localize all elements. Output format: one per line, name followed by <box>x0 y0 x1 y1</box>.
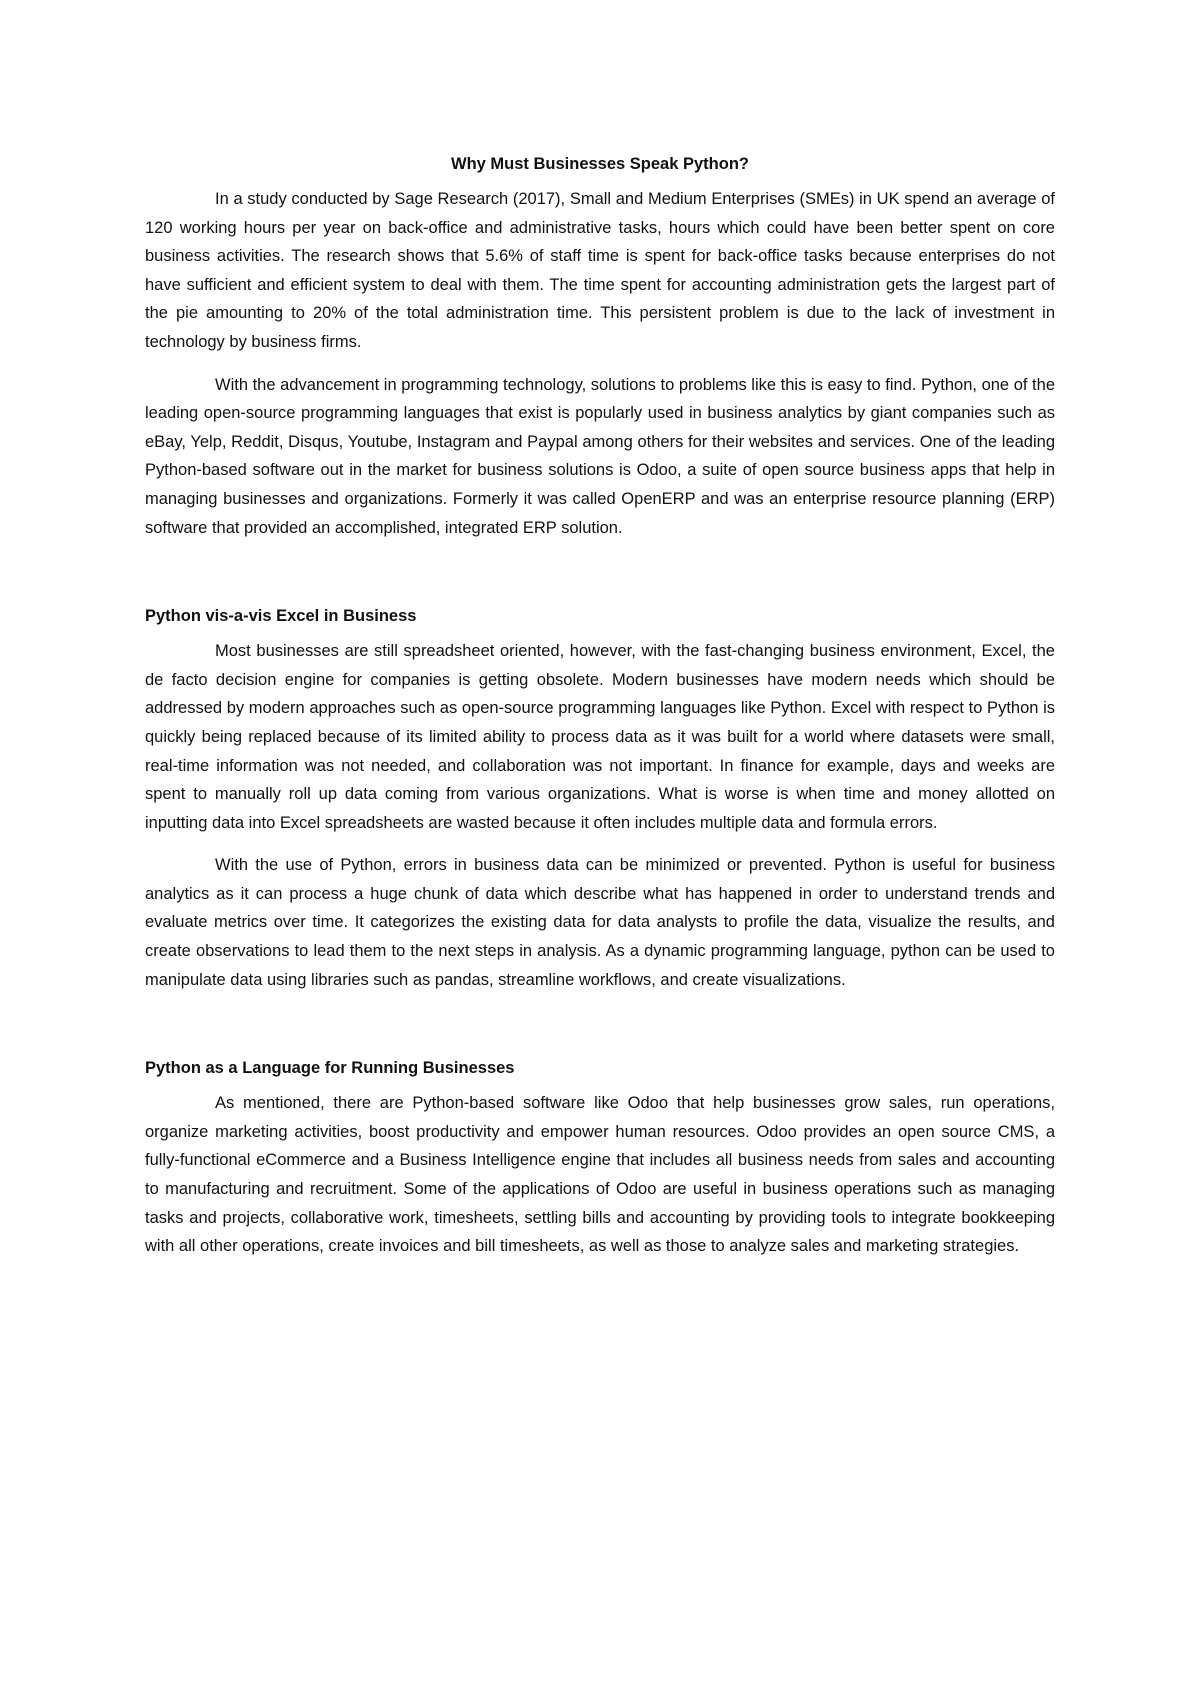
section-spacer <box>145 1008 1055 1054</box>
excel-paragraph-1: Most businesses are still spreadsheet oriented, however, with the fast-changing business environment, Excel, the de facto decision engine for companies is getting obsolete. Modern businesses have modern needs which should be addressed by modern approaches such as open-source programming languages like Python. Excel with respect to Python is quickly being replaced because of its limited ability to process data as it was built for a world where datasets were small, real-time information was not needed, and collaboration was not important. In finance for example, days and weeks are spent to manually roll up data coming from various organizations. What is worse is when time and money allotted on inputting data into Excel spreadsheets are wasted because it often includes multiple data and formula errors. <box>145 642 1055 832</box>
intro-paragraph-2: With the advancement in programming technology, solutions to problems like this is easy to find. Python, one of the leading open-source programming languages that exist is popularly used in business analytics by giant companies such as eBay, Yelp, Reddit, Disqus, Youtube, Instagram and Paypal among others for their websites and services. One of the leading Python-based software out in the market for business solutions is Odoo, a suite of open source business apps that help in managing businesses and organizations. Formerly it was called OpenERP and was an enterprise resource planning (ERP) software that provided an accomplished, integrated ERP solution. <box>145 375 1055 537</box>
excel-paragraph-2: With the use of Python, errors in business data can be minimized or prevented. Python is useful for business analytics as it can process a huge chunk of data which describe what has happened in order to understand trends and evaluate metrics over time. It categorizes the existing data for data analysts to profile the data, visualize the results, and create observations to lead them to the next steps in analysis. As a dynamic programming language, python can be used to manipulate data using libraries such as pandas, streamline workflows, and create visualizations. <box>145 856 1055 989</box>
intro-paragraph-1: In a study conducted by Sage Research (2017), Small and Medium Enterprises (SMEs) in UK spend an average of 120 working hours per year on back-office and administrative tasks, hours which could have been better spent on core business activities. The research shows that 5.6% of staff time is spent for back-office tasks because enterprises do not have sufficient and efficient system to deal with them. The time spent for accounting administration gets the largest part of the pie amounting to 20% of the total administration time. This persistent problem is due to the lack of investment in technology by business firms. <box>145 190 1055 351</box>
section-spacer <box>145 556 1055 602</box>
document-body <box>145 150 1055 1275</box>
document-title: Why Must Businesses Speak Python? <box>451 155 749 173</box>
section-heading-language: Python as a Language for Running Businesses <box>145 1059 515 1078</box>
section-heading-excel: Python vis-a-vis Excel in Business <box>145 607 417 626</box>
language-paragraph-1: As mentioned, there are Python-based software like Odoo that help businesses grow sales, run operations, organize marketing activities, boost productivity and empower human resources. Odoo provides an open source CMS, a fully-functional eCommerce and a Business Intelligence engine that includes all business needs from sales and accounting to manufacturing and recruitment. Some of the applications of Odoo are useful in business operations such as managing tasks and projects, collaborative work, timesheets, settling bills and accounting by providing tools to integrate bookkeeping with all other operations, create invoices and bill timesheets, as well as those to analyze sales and marketing strategies. <box>145 1094 1055 1256</box>
